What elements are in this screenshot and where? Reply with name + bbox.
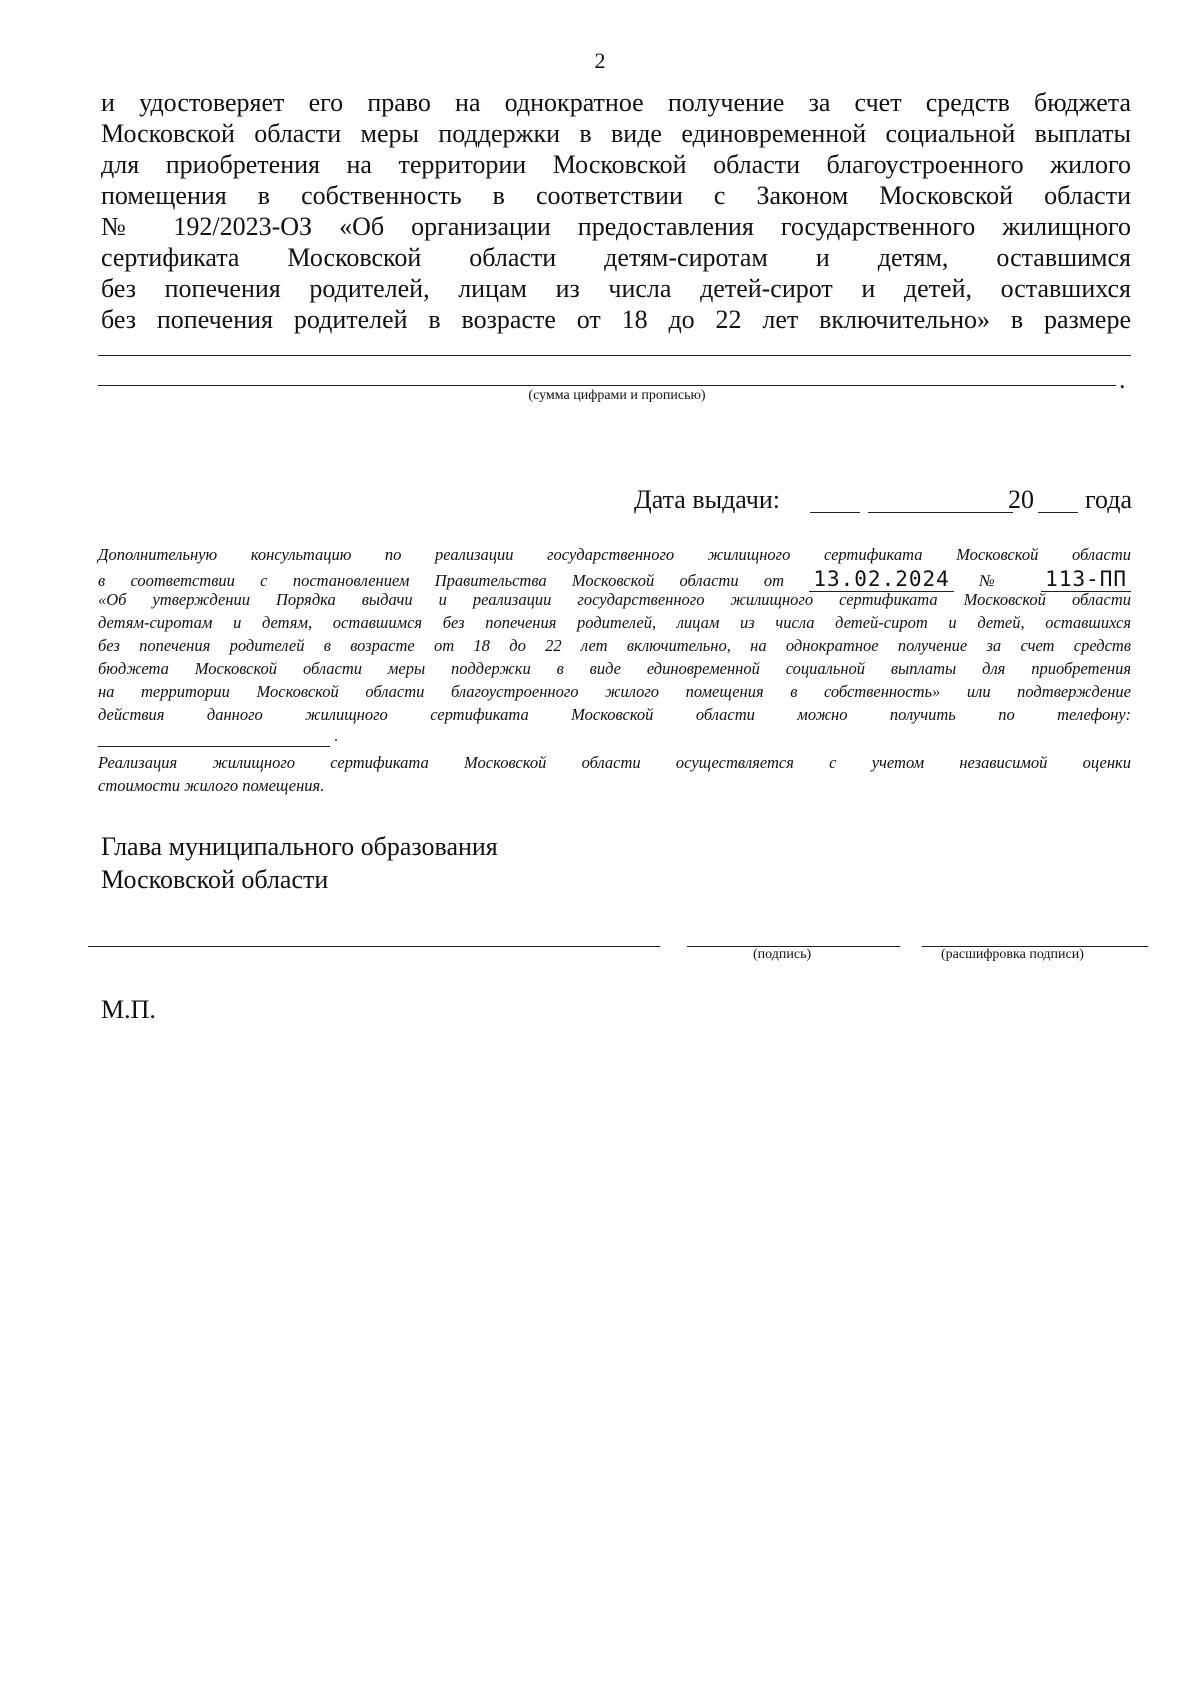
amount-end-mark: . <box>1119 365 1126 394</box>
body-line: Московской области меры поддержки в виде единовременной социальной выплаты <box>101 119 1131 148</box>
body-line: сертификата Московской области детям-сиротам и детям, оставшимся <box>101 243 1131 272</box>
resolution-number: 113-ПП <box>1041 567 1131 592</box>
consultation-line: Дополнительную консультацию по реализации государственного жилищного сертификата Московской области <box>98 545 1131 564</box>
position-blank <box>88 946 660 947</box>
consultation-resolution-line <box>98 567 1131 589</box>
body-line: без попечения родителей, лицам из числа детей-сирот и детей, оставшихся <box>101 274 1131 303</box>
realization-note-line: Реализация жилищного сертификата Московской области осуществляется с учетом независимой оценки <box>98 753 1131 772</box>
year-blank <box>1038 512 1078 513</box>
issue-date-suffix: года <box>1085 485 1133 514</box>
consultation-line: «Об утверждении Порядка выдачи и реализации государственного жилищного сертификата Московской области <box>98 590 1131 609</box>
consultation-line: на территории Московской области благоустроенного жилого помещения в собственность» или подтверждение <box>98 682 1131 701</box>
page-number: 2 <box>594 48 606 73</box>
signatory-title: Глава муниципального образования <box>101 832 498 861</box>
body-line: № 192/2023-ОЗ «Об организации предоставления государственного жилищного <box>101 212 1131 241</box>
day-blank <box>810 512 860 513</box>
issue-date-label: Дата выдачи: <box>634 485 781 514</box>
resolution-prefix: в соответствии с постановлением Правительства Московской области от <box>98 571 785 590</box>
amount-line-2 <box>98 385 1116 386</box>
signatory-region: Московской области <box>101 865 329 894</box>
consultation-line: без попечения родителей в возрасте от 18 до 22 лет включительно, на однократное получение за счет средств <box>98 636 1131 655</box>
consultation-line: бюджета Московской области меры поддержки в виде единовременной социальной выплаты для приобретения <box>98 659 1131 678</box>
number-sign: № <box>979 571 1016 590</box>
realization-note-line: стоимости жилого помещения. <box>98 776 325 795</box>
consultation-line: действия данного жилищного сертификата Московской области можно получить по телефону: <box>98 705 1131 724</box>
phone-blank <box>98 746 330 747</box>
body-line: без попечения родителей в возрасте от 18 до 22 лет включительно» в размере <box>101 305 1131 334</box>
seal-place: М.П. <box>101 995 156 1024</box>
month-blank <box>868 512 1013 513</box>
body-line: для приобретения на территории Московской области благоустроенного жилого <box>101 150 1131 179</box>
year-prefix: 20 <box>1008 485 1034 514</box>
transcript-caption: (расшифровка подписи) <box>941 947 1084 962</box>
issue-date-row <box>600 485 1131 521</box>
body-line: помещения в собственность в соответствии с Законом Московской области <box>101 181 1131 210</box>
resolution-date: 13.02.2024 <box>809 567 953 592</box>
phone-end-mark: . <box>334 728 338 745</box>
consultation-line: детям-сиротам и детям, оставшимся без попечения родителей, лицам из числа детей-сирот и детей, оставшихся <box>98 613 1131 632</box>
amount-caption: (сумма цифрами и прописью) <box>528 388 706 403</box>
signature-caption: (подпись) <box>753 947 812 962</box>
body-line: и удостоверяет его право на однократное получение за счет средств бюджета <box>101 88 1131 117</box>
amount-line-1 <box>98 355 1131 356</box>
